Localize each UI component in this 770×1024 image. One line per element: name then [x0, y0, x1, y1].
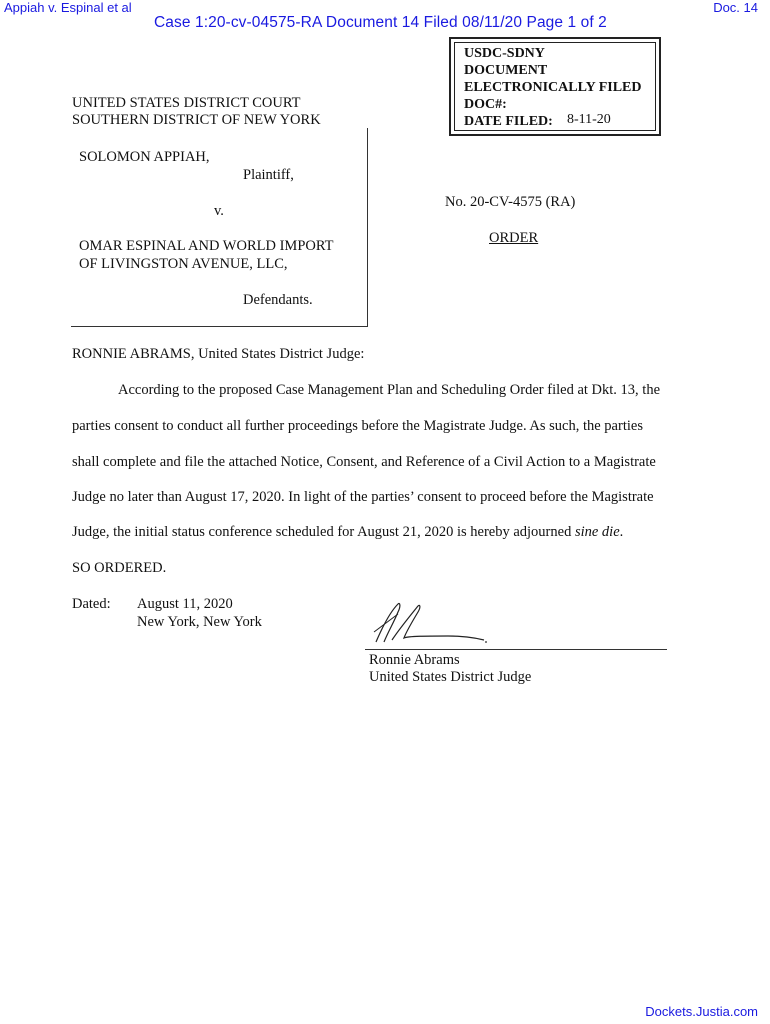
order-paragraph-line2: parties consent to conduct all further proceedings before the Magistrate Judge. As such, the parties: [72, 418, 643, 434]
sdny-box-line3: ELECTRONICALLY FILED: [464, 80, 642, 95]
dated-label: Dated:: [72, 596, 111, 612]
order-paragraph-line1: According to the proposed Case Management Plan and Scheduling Order filed at Dkt. 13, the: [118, 382, 661, 398]
judge-intro: RONNIE ABRAMS, United States District Judge:: [72, 346, 365, 362]
order-paragraph-line4: Judge no later than August 17, 2020. In light of the parties’ consent to proceed before the Magistrate: [72, 489, 654, 505]
plaintiff-role: Plaintiff,: [243, 167, 294, 183]
so-ordered: SO ORDERED.: [72, 560, 167, 576]
dated-place: New York, New York: [137, 614, 262, 630]
order-paragraph-line5: [72, 524, 623, 541]
court-name-line2: SOUTHERN DISTRICT OF NEW YORK: [72, 112, 321, 128]
ecf-header-stamp: Case 1:20-cv-04575-RA Document 14 Filed 08/11/20 Page 1 of 2: [154, 14, 607, 31]
signature-line: [365, 649, 667, 650]
versus: v.: [214, 203, 224, 219]
signer-name: Ronnie Abrams: [369, 652, 460, 668]
defendant-name-line2: OF LIVINGSTON AVENUE, LLC,: [79, 256, 288, 272]
document-title: ORDER: [489, 230, 539, 246]
sine-die-italic: sine die: [574, 524, 620, 540]
caption-right-rule: [367, 128, 368, 326]
plaintiff-name: SOLOMON APPIAH,: [79, 149, 210, 165]
judge-signature-image: [368, 598, 493, 650]
sdny-box-line1: USDC-SDNY: [464, 46, 545, 61]
defendant-role: Defendants.: [243, 292, 313, 308]
doc-number-link[interactable]: Doc. 14: [713, 0, 758, 15]
order-paragraph-line5-text: Judge, the initial status conference scheduled for August 21, 2020 is hereby adjourned: [72, 524, 575, 540]
defendant-name-line1: OMAR ESPINAL AND WORLD IMPORT: [79, 238, 334, 254]
sdny-box-date-filed-value: 8-11-20: [567, 112, 611, 127]
sdny-box-doc-number: DOC#:: [464, 97, 507, 112]
sdny-box-date-filed-label: DATE FILED:: [464, 114, 553, 129]
signer-title: United States District Judge: [369, 669, 532, 685]
dated-date: August 11, 2020: [137, 596, 233, 612]
dockets-justia-link[interactable]: Dockets.Justia.com: [645, 1004, 758, 1019]
order-paragraph-line3: shall complete and file the attached Notice, Consent, and Reference of a Civil Action to a Magistrate: [72, 454, 656, 470]
sdny-box-line2: DOCUMENT: [464, 63, 548, 78]
caption-bottom-rule: [71, 326, 368, 327]
order-paragraph-line5-end: .: [619, 524, 624, 540]
case-title-link[interactable]: Appiah v. Espinal et al: [4, 0, 132, 15]
case-number: No. 20-CV-4575 (RA): [445, 194, 576, 210]
court-name-line1: UNITED STATES DISTRICT COURT: [72, 95, 301, 111]
